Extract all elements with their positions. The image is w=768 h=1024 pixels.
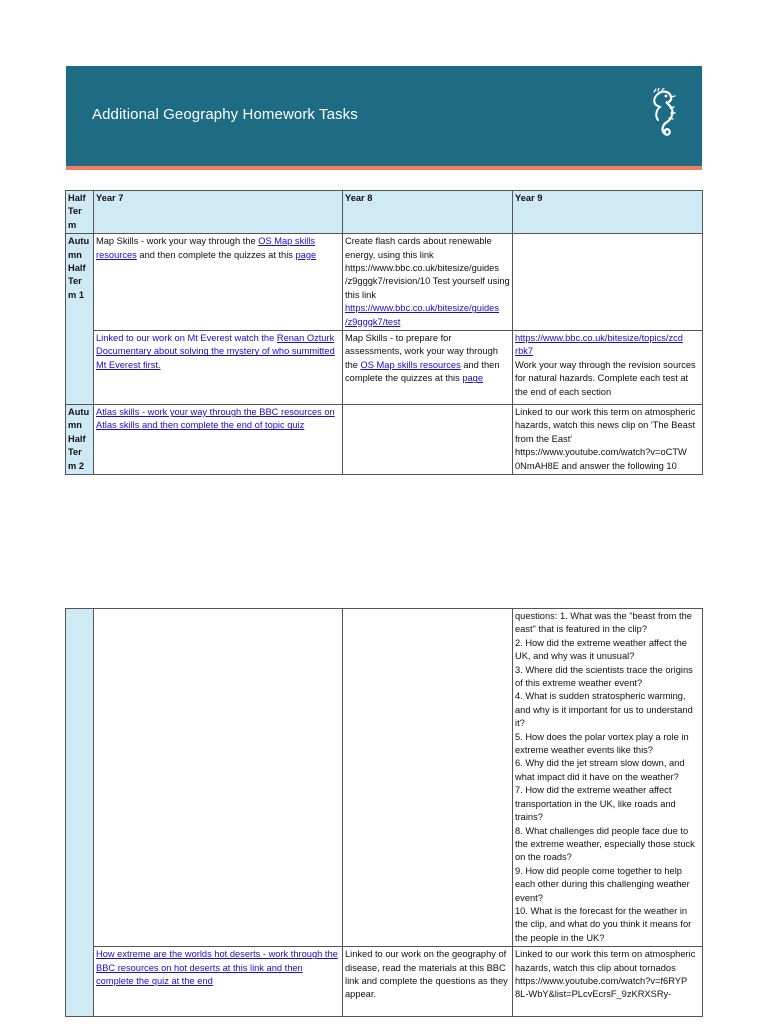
- hot-deserts-link[interactable]: How extreme are the worlds hot deserts - work through the BBC resources on hot deserts at this: [96, 949, 338, 973]
- cell-y8-flash-cards: [343, 234, 513, 331]
- cell-y7-everest: [94, 331, 343, 405]
- question-item: 2. How did the extreme weather affect the UK, and why was it unusual?: [515, 637, 687, 662]
- cell-text: Map Skills - work your way through the: [96, 236, 259, 247]
- cell-text: Linked to our work this term on atmospheric hazards, watch this news clip on 'The Beast from the East' https://www.youtube.com/watch?v=oCTW 0NmAH8E and answer the following 10: [515, 407, 696, 471]
- cell-y8-empty: [343, 405, 513, 475]
- seahorse-icon: [644, 88, 678, 142]
- documentary-link[interactable]: Renan Ozturk Documentary: [96, 333, 335, 357]
- atlas-skills-link[interactable]: Atlas skills - work your way through the BBC resources on Atlas skills and then complete the end of topic quiz: [96, 407, 335, 431]
- cell-y7-blank: [94, 609, 343, 947]
- question-item: 8. What challenges did people face due to the extreme weather, especially those stuck on the roads?: [515, 825, 695, 863]
- cell-y9-beast-from-east: [513, 405, 703, 475]
- header-accent-stripe: [66, 166, 702, 170]
- quiz-page-link-2[interactable]: page: [462, 373, 483, 384]
- cell-y9-empty: [513, 234, 703, 331]
- cell-text: Linked to our work on Mt Everest watch the: [96, 333, 277, 344]
- term-label-autumn1: Autu mn Half Ter m 1: [66, 234, 94, 405]
- question-item: 9. How did people come together to help each other during this challenging weather event?: [515, 865, 690, 903]
- header-banner: [66, 66, 702, 166]
- cell-text: and then complete the quiz at the end: [96, 962, 303, 986]
- cell-y7-atlas-skills: [94, 405, 343, 475]
- cell-y7-hot-deserts: [94, 947, 343, 1017]
- os-map-skills-link[interactable]: OS Map skills resources: [96, 236, 316, 260]
- cell-text: and then complete the quizzes at this: [345, 359, 500, 384]
- cell-text: Map Skills - to prepare for assessments, work your way through the: [345, 333, 498, 370]
- cell-text: Linked to our work on the geography of disease, read the materials at this BBC link and complete the questions as they appear.: [345, 949, 508, 1000]
- cell-y8-disease: [343, 947, 513, 1017]
- os-map-skills-link-2[interactable]: OS Map skills resources: [360, 359, 461, 370]
- question-item: 10. What is the forecast for the weather in the clip, and what do you think it means for the people in the UK?: [515, 905, 692, 943]
- term-label-autumn2: Autu mn Half Ter m 2: [66, 405, 94, 475]
- col-header-year7: Year 7: [94, 191, 343, 234]
- term-label-continued: [66, 609, 94, 1017]
- bbc-hot-deserts-link[interactable]: link: [250, 962, 264, 973]
- cell-text: Create flash cards about renewable energy, using this link https://www.bbc.co.uk/bitesize/guides /z9gggk7/revision/10 Test yourself using this link: [345, 236, 510, 300]
- question-item: 6. Why did the jet stream slow down, and what impact did it have on the weather?: [515, 758, 685, 782]
- homework-table-continued: [65, 608, 703, 1017]
- homework-table: [65, 190, 703, 475]
- question-item: questions: 1. What was the "beast from the east" that is featured in the clip?: [515, 611, 692, 635]
- cell-text: and then complete the quizzes at this: [136, 249, 296, 260]
- cell-y8-blank: [343, 609, 513, 947]
- question-item: 7. How did the extreme weather affect transportation in the UK, like roads and trains?: [515, 785, 676, 823]
- cell-y9-questions: [513, 609, 703, 947]
- cell-y9-natural-hazards: [513, 331, 703, 405]
- question-item: 5. How does the polar vortex play a role in extreme weather events like this?: [515, 731, 689, 756]
- cell-y9-tornados: [513, 947, 703, 1017]
- quiz-page-link[interactable]: page: [295, 249, 317, 260]
- page-title: Additional Geography Homework Tasks: [92, 106, 358, 123]
- cell-y7-map-skills: [94, 234, 343, 331]
- question-item: 4. What is sudden stratospheric warming, and why is it important for us to understand it?: [515, 691, 693, 729]
- col-header-year8: Year 8: [343, 191, 513, 234]
- cell-text: Work your way through the revision sources for natural hazards. Complete each test at the end of each section: [515, 359, 696, 397]
- bbc-test-link[interactable]: https://www.bbc.co.uk/bitesize/guides /z9gggk7/test: [345, 303, 499, 327]
- cell-text: about solving the mystery of who summitted Mt Everest first.: [96, 346, 335, 370]
- col-header-year9: Year 9: [513, 191, 703, 234]
- cell-text: Linked to our work this term on atmospheric hazards, watch this clip about tornados https://www.youtube.com/watch?v=f6RYP 8L-WbY&list=PLcvEcrsF_9zKRXSRy-: [515, 949, 696, 1000]
- question-item: 3. Where did the scientists trace the origins of this extreme weather event?: [515, 664, 693, 689]
- bbc-topics-link[interactable]: https://www.bbc.co.uk/bitesize/topics/zcd rbk7: [515, 333, 683, 357]
- col-header-half-term: Half Ter m: [66, 191, 94, 234]
- cell-y8-assessment-map-skills: [343, 331, 513, 405]
